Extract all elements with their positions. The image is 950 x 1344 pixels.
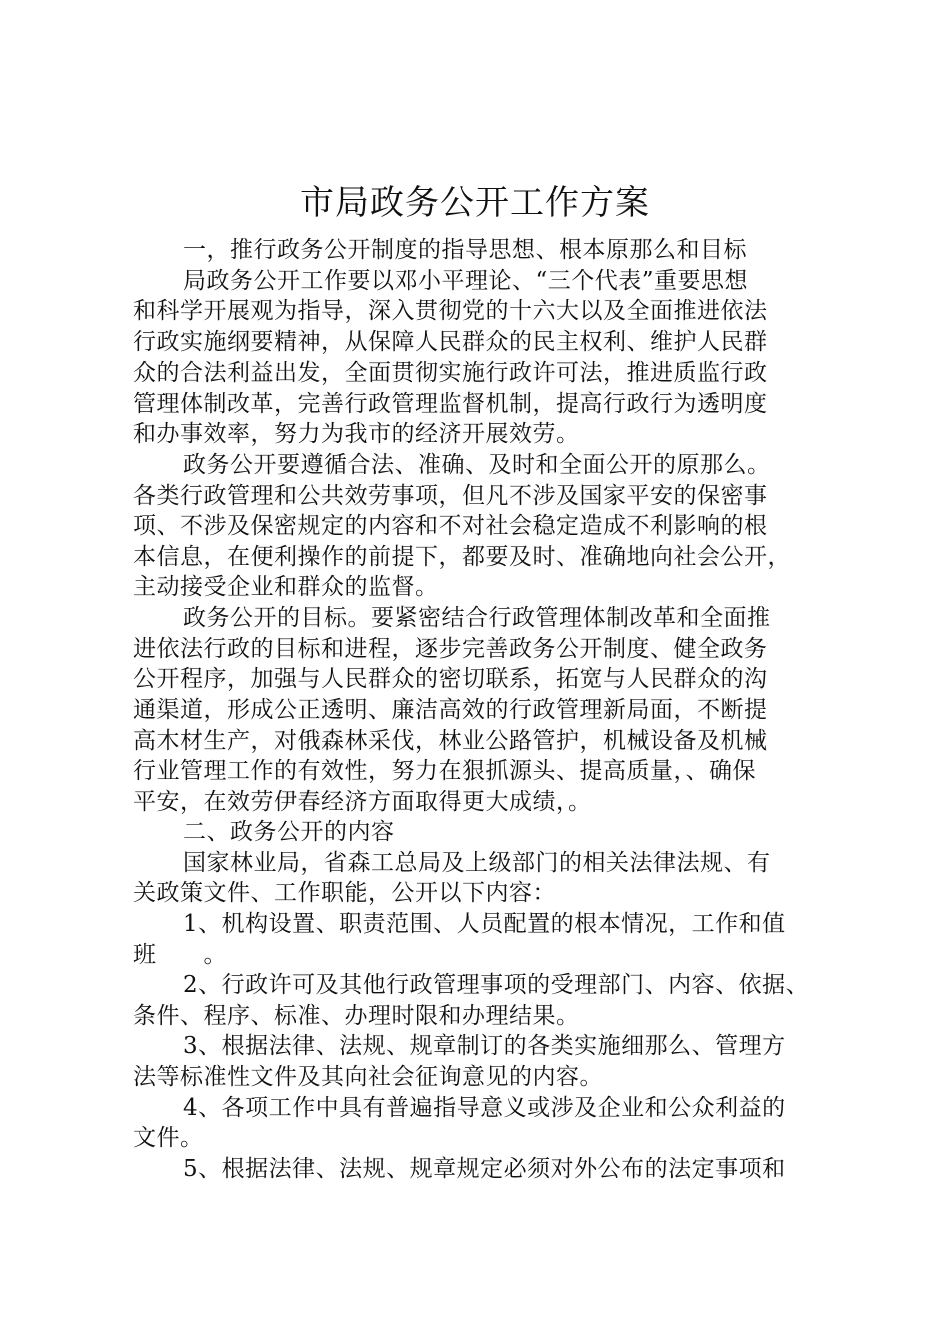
paragraph-line: 国家林业局，省森工总局及上级部门的相关法律法规、有 <box>183 850 771 876</box>
list-item-line: 4、各项工作中具有普遍指导意义或涉及企业和公众利益的 <box>183 1095 786 1121</box>
paragraph-line: 项、不涉及保密规定的内容和不对社会稳定造成不利影响的根 <box>133 513 768 539</box>
paragraph-line: 局政务公开工作要以邓小平理论、“三个代表”重要思想 <box>183 268 749 294</box>
list-item-line: 3、根据法律、法规、规章制订的各类实施细那么、管理方 <box>183 1033 786 1059</box>
paragraph-line: 平安，在效劳伊春经济方面取得更大成绩，。 <box>133 789 592 815</box>
paragraph-line: 行业管理工作的有效性，努力在狠抓源头、提高质量，、确保 <box>133 758 756 784</box>
paragraph-line: 各类行政管理和公共效劳事项，但凡不涉及国家平安的保密事 <box>133 483 768 509</box>
list-item-line: 条件、程序、标准、办理时限和办理结果。 <box>133 1003 580 1029</box>
document-title: 市局政务公开工作方案 <box>300 183 650 223</box>
list-item-line: 文件。 <box>133 1125 204 1151</box>
section-heading-1: 一，推行政务公开制度的指导思想、根本原那么和目标 <box>183 237 747 263</box>
paragraph-line: 行政实施纲要精神，从保障人民群众的民主权利、维护人民群 <box>133 329 768 355</box>
list-item-line: 法等标准性文件及其向社会征询意见的内容。 <box>133 1064 603 1090</box>
paragraph-line: 和办事效率，努力为我市的经济开展效劳。 <box>133 421 580 447</box>
paragraph-line: 政务公开的目标。要紧密结合行政管理体制改革和全面推 <box>183 605 771 631</box>
paragraph-line: 高木材生产，对俄森林采伐，林业公路管护，机械设备及机械 <box>133 728 768 754</box>
list-item-line: 5、根据法律、法规、规章规定必须对外公布的法定事项和 <box>183 1156 786 1182</box>
paragraph-line: 通渠道，形成公正透明、廉洁高效的行政管理新局面，不断提 <box>133 697 768 723</box>
list-item-line: 1、机构设置、职责范围、人员配置的根本情况，工作和值 <box>183 911 786 937</box>
paragraph-line: 管理体制改革，完善行政管理监督机制，提高行政行为透明度 <box>133 391 768 417</box>
paragraph-line: 和科学开展观为指导，深入贯彻党的十六大以及全面推进依法 <box>133 298 768 324</box>
list-item-line: 班 。 <box>133 942 227 968</box>
paragraph-line: 政务公开要遵循合法、准确、及时和全面公开的原那么。 <box>183 452 771 478</box>
paragraph-line: 众的合法利益出发，全面贯彻实施行政许可法，推进质监行政 <box>133 360 768 386</box>
list-item-line: 2、行政许可及其他行政管理事项的受理部门、内容、依据、 <box>183 972 810 998</box>
paragraph-line: 本信息，在便利操作的前提下，都要及时、准确地向社会公开， <box>133 544 791 570</box>
section-heading-2: 二、政务公开的内容 <box>183 819 395 845</box>
paragraph-line: 公开程序，加强与人民群众的密切联系，拓宽与人民群众的沟 <box>133 666 768 692</box>
paragraph-line: 关政策文件、工作职能，公开以下内容： <box>133 880 556 906</box>
paragraph-line: 主动接受企业和群众的监督。 <box>133 574 439 600</box>
paragraph-line: 进依法行政的目标和进程，逐步完善政务公开制度、健全政务 <box>133 636 768 662</box>
